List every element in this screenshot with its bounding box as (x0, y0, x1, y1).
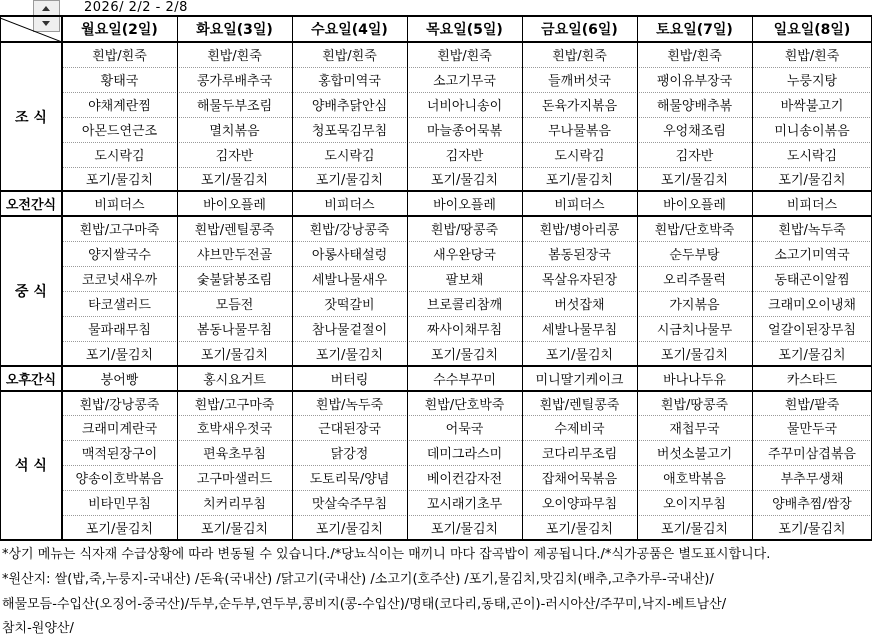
menu-item: 흰밥/고구마죽 (194, 397, 275, 413)
menu-item: 근대된장국 (318, 422, 381, 438)
grid-line (752, 16, 753, 540)
menu-item: 아몬드연근조 (81, 123, 158, 139)
menu-item: 수수부꾸미 (433, 372, 496, 388)
menu-item: 도시락김 (94, 148, 145, 164)
menu-item: 팽이유부장국 (656, 73, 733, 89)
grid-line (177, 16, 178, 540)
menu-item: 편육초무침 (203, 447, 266, 463)
menu-item: 치커리무침 (203, 497, 266, 513)
note-line: 해물모듬-수입산(오징어-중국산)/두부,순두부,연두부,콩비지(콩-수입산)/명태(코다리,동태,곤이)-러시아산/주꾸미,낙지-베트남산/ (2, 597, 727, 612)
menu-item: 김자반 (215, 148, 254, 164)
menu-item: 흰밥/렌틸콩죽 (539, 397, 620, 413)
menu-item: 흰밥/흰죽 (92, 48, 147, 64)
menu-item: 청포묵김무침 (311, 123, 388, 139)
snack-label: 오후간식 (5, 372, 57, 388)
menu-item: 도토리묵/양념 (309, 472, 390, 488)
date-end: 2/8 (160, 0, 188, 15)
menu-item: 봄동된장국 (548, 248, 611, 264)
menu-item: 애호박볶음 (663, 472, 726, 488)
menu-item: 흰밥/흰죽 (784, 48, 840, 64)
menu-item: 양배추닭안심 (311, 98, 388, 114)
menu-item: 흰밥/단호박죽 (654, 223, 735, 239)
note-line: 참치-원양산/ (2, 621, 74, 636)
note-line: *상기 메뉴는 식자재 수급상황에 따라 변동될 수 있습니다./*당뇨식이는 매끼니 마다 잡곡밥이 제공됩니다./*식가공품은 별도표시합니다. (2, 547, 771, 562)
menu-item: 브로콜리참깨 (426, 297, 503, 313)
menu-item: 고구마샐러드 (196, 472, 273, 488)
row-divider (62, 266, 872, 267)
menu-item: 코다리무조림 (541, 447, 618, 463)
menu-item: 포기/물김치 (430, 173, 499, 189)
row-divider (62, 67, 872, 68)
menu-item: 시금치나물무 (656, 322, 733, 338)
row-divider (62, 415, 872, 416)
menu-item: 붕어빵 (100, 372, 139, 388)
menu-item: 포기/물김치 (85, 173, 154, 189)
menu-item: 꼬시래기초무 (426, 497, 503, 513)
menu-item: 목살유자된장 (541, 273, 618, 289)
menu-item: 카스타드 (786, 372, 838, 388)
row-divider (62, 241, 872, 242)
menu-item: 흰밥/고구마죽 (79, 223, 160, 239)
menu-item: 누룽지탕 (786, 73, 838, 89)
menu-item: 흰밥/강낭콩죽 (79, 397, 160, 413)
menu-item: 재첩무국 (669, 422, 720, 438)
menu-item: 무나물볶음 (548, 123, 611, 139)
day-header: 일요일(8일) (773, 22, 851, 38)
menu-item: 포기/물김치 (85, 347, 154, 363)
menu-item: 세발나물무침 (541, 322, 618, 338)
menu-item: 포기/물김치 (200, 522, 269, 538)
corner-cell (0, 16, 62, 42)
menu-item: 포기/물김치 (545, 347, 614, 363)
menu-item: 물파래무침 (88, 322, 151, 338)
menu-item: 바나나두유 (663, 372, 726, 388)
menu-item: 잣떡갈비 (324, 297, 375, 313)
menu-item: 우엉채조림 (663, 123, 726, 139)
menu-item: 숯불닭봉조림 (196, 273, 273, 289)
menu-item: 들깨버섯국 (548, 73, 611, 89)
menu-item: 맛살숙주무침 (311, 497, 388, 513)
menu-item: 비피더스 (324, 198, 375, 214)
menu-item: 바싹불고기 (780, 98, 844, 114)
menu-item: 맥적된장구이 (81, 447, 158, 463)
menu-item: 포기/물김치 (778, 347, 846, 363)
menu-item: 모듬전 (215, 297, 254, 313)
menu-item: 포기/물김치 (85, 522, 154, 538)
grid-line (407, 16, 408, 540)
menu-item: 흰밥/땅콩죽 (660, 397, 729, 413)
grid-line (637, 16, 638, 540)
row-divider (62, 490, 872, 491)
menu-item: 가지볶음 (669, 297, 720, 313)
menu-item: 닭강정 (330, 447, 369, 463)
menu-item: 소고기무국 (433, 73, 496, 89)
menu-item: 수제비국 (554, 422, 605, 438)
menu-item: 포기/물김치 (545, 173, 614, 189)
menu-item: 해물두부조림 (196, 98, 273, 114)
menu-item: 양배추찜/쌈장 (772, 497, 852, 513)
row-divider (62, 440, 872, 441)
day-header: 월요일(2일) (81, 22, 158, 38)
menu-item: 포기/물김치 (200, 347, 269, 363)
menu-item: 주꾸미삼겹볶음 (768, 447, 856, 463)
row-divider (62, 142, 872, 143)
day-header: 토요일(7일) (656, 22, 733, 38)
menu-item: 포기/물김치 (660, 522, 729, 538)
grid-line (0, 539, 872, 541)
row-divider (62, 341, 872, 342)
menu-item: 포기/물김치 (660, 173, 729, 189)
note-line: *원산지: 쌀(밥,죽,누룽지-국내산) /돈육(국내산) /닭고기(국내산) /소고기(호주산) /포기,물김치,맛김치(배추,고추가루-국내산)/ (2, 572, 714, 587)
menu-item: 황태국 (100, 73, 139, 89)
menu-item: 포기/물김치 (200, 173, 269, 189)
menu-item: 비피더스 (554, 198, 605, 214)
menu-item: 양지쌀국수 (88, 248, 151, 264)
grid-line (0, 15, 872, 17)
menu-item: 마늘종어묵볶 (426, 123, 503, 139)
row-divider (62, 167, 872, 168)
diagonal-slash (0, 16, 62, 42)
menu-item: 흰밥/팥죽 (784, 397, 840, 413)
grid-line (522, 16, 523, 540)
menu-item: 흰밥/흰죽 (437, 48, 492, 64)
menu-item: 포기/물김치 (778, 522, 846, 538)
menu-item: 비타민무침 (88, 497, 151, 513)
menu-item: 흰밥/땅콩죽 (430, 223, 499, 239)
menu-item: 흰밥/녹두죽 (315, 397, 384, 413)
menu-item: 흰밥/렌틸콩죽 (194, 223, 275, 239)
menu-item: 야채계란찜 (88, 98, 151, 114)
row-divider (62, 92, 872, 93)
menu-item: 흰밥/흰죽 (552, 48, 607, 64)
menu-item: 코코넛새우까 (81, 273, 158, 289)
menu-item: 포기/물김치 (430, 347, 499, 363)
menu-item: 김자반 (675, 148, 714, 164)
menu-item: 돈육가지볶음 (541, 98, 618, 114)
menu-item: 흰밥/흰죽 (322, 48, 377, 64)
grid-line (292, 16, 293, 540)
menu-item: 포기/물김치 (430, 522, 499, 538)
menu-item: 물만두국 (786, 422, 838, 438)
menu-item: 흰밥/병아리콩 (539, 223, 620, 239)
menu-item: 새우완당국 (433, 248, 496, 264)
menu-item: 세발나물새우 (311, 273, 388, 289)
menu-item: 봄동나물무침 (196, 322, 273, 338)
menu-item: 베이컨감자전 (426, 472, 503, 488)
menu-item: 크래미오이냉채 (768, 297, 856, 313)
menu-item: 부추무생채 (780, 472, 844, 488)
row-divider (62, 316, 872, 317)
menu-item: 도시락김 (324, 148, 375, 164)
menu-item: 콩가루배추국 (196, 73, 273, 89)
menu-item: 오리주물럭 (663, 273, 726, 289)
menu-item: 데미그라스미 (426, 447, 503, 463)
day-header: 화요일(3일) (196, 22, 273, 38)
menu-item: 오이지무침 (663, 497, 726, 513)
menu-item: 포기/물김치 (778, 173, 846, 189)
menu-item: 소고기미역국 (774, 248, 850, 264)
menu-item: 포기/물김치 (315, 173, 384, 189)
menu-item: 양송이호박볶음 (75, 472, 164, 488)
menu-item: 샤브만두전골 (196, 248, 273, 264)
row-divider (62, 515, 872, 516)
menu-item: 흰밥/강낭콩죽 (309, 223, 390, 239)
meal-label: 중 식 (15, 283, 47, 300)
menu-item: 바이오플레 (663, 198, 726, 214)
menu-item: 팔보채 (445, 273, 484, 289)
meal-label: 조 식 (15, 109, 47, 126)
row-divider (62, 117, 872, 118)
menu-item: 참나물겉절이 (311, 322, 388, 338)
grid-line (61, 16, 63, 540)
menu-item: 버섯소불고기 (656, 447, 733, 463)
menu-item: 오이양파무침 (541, 497, 618, 513)
menu-item: 해물양배추볶 (656, 98, 733, 114)
menu-item: 잡채어묵볶음 (541, 472, 618, 488)
day-header: 수요일(4일) (311, 22, 388, 38)
menu-item: 흰밥/흰죽 (667, 48, 722, 64)
date-separator: - (151, 0, 161, 15)
menu-item: 동태곤이알찜 (774, 273, 850, 289)
menu-item: 짜사이채무침 (426, 322, 503, 338)
menu-item: 미니딸기케이크 (535, 372, 624, 388)
day-header: 금요일(6일) (541, 22, 618, 38)
menu-item: 포기/물김치 (315, 522, 384, 538)
day-header: 목요일(5일) (426, 22, 503, 38)
menu-item: 호박새우젓국 (196, 422, 273, 438)
grid-line (0, 16, 1, 540)
menu-item: 도시락김 (786, 148, 838, 164)
menu-item: 흰밥/녹두죽 (778, 223, 846, 239)
menu-item: 너비아니송이 (426, 98, 503, 114)
menu-item: 바이오플레 (433, 198, 496, 214)
menu-item: 버섯잡채 (554, 297, 605, 313)
menu-item: 도시락김 (554, 148, 605, 164)
menu-item: 타코샐러드 (88, 297, 151, 313)
row-divider (62, 465, 872, 466)
menu-item: 포기/물김치 (315, 347, 384, 363)
menu-item: 홍시요거트 (203, 372, 266, 388)
menu-item: 크래미계란국 (81, 422, 158, 438)
snack-label: 오전간식 (5, 198, 57, 214)
row-divider (62, 291, 872, 292)
menu-item: 흰밥/흰죽 (207, 48, 262, 64)
menu-item: 미니송이볶음 (774, 123, 850, 139)
menu-item: 포기/물김치 (660, 347, 729, 363)
menu-item: 어묵국 (445, 422, 484, 438)
menu-item: 순두부탕 (669, 248, 720, 264)
menu-item: 홍합미역국 (318, 73, 381, 89)
menu-item: 비피더스 (94, 198, 145, 214)
menu-item: 비피더스 (786, 198, 838, 214)
menu-item: 멸치볶음 (209, 123, 260, 139)
menu-item: 김자반 (445, 148, 484, 164)
menu-item: 아롱사태설렁 (311, 248, 388, 264)
menu-item: 바이오플레 (203, 198, 266, 214)
menu-item: 흰밥/단호박죽 (424, 397, 505, 413)
menu-item: 얼갈이된장무침 (768, 322, 856, 338)
menu-item: 버터링 (330, 372, 369, 388)
menu-item: 포기/물김치 (545, 522, 614, 538)
date-start: 2026/ 2/2 (84, 0, 152, 15)
meal-label: 석 식 (15, 458, 47, 475)
